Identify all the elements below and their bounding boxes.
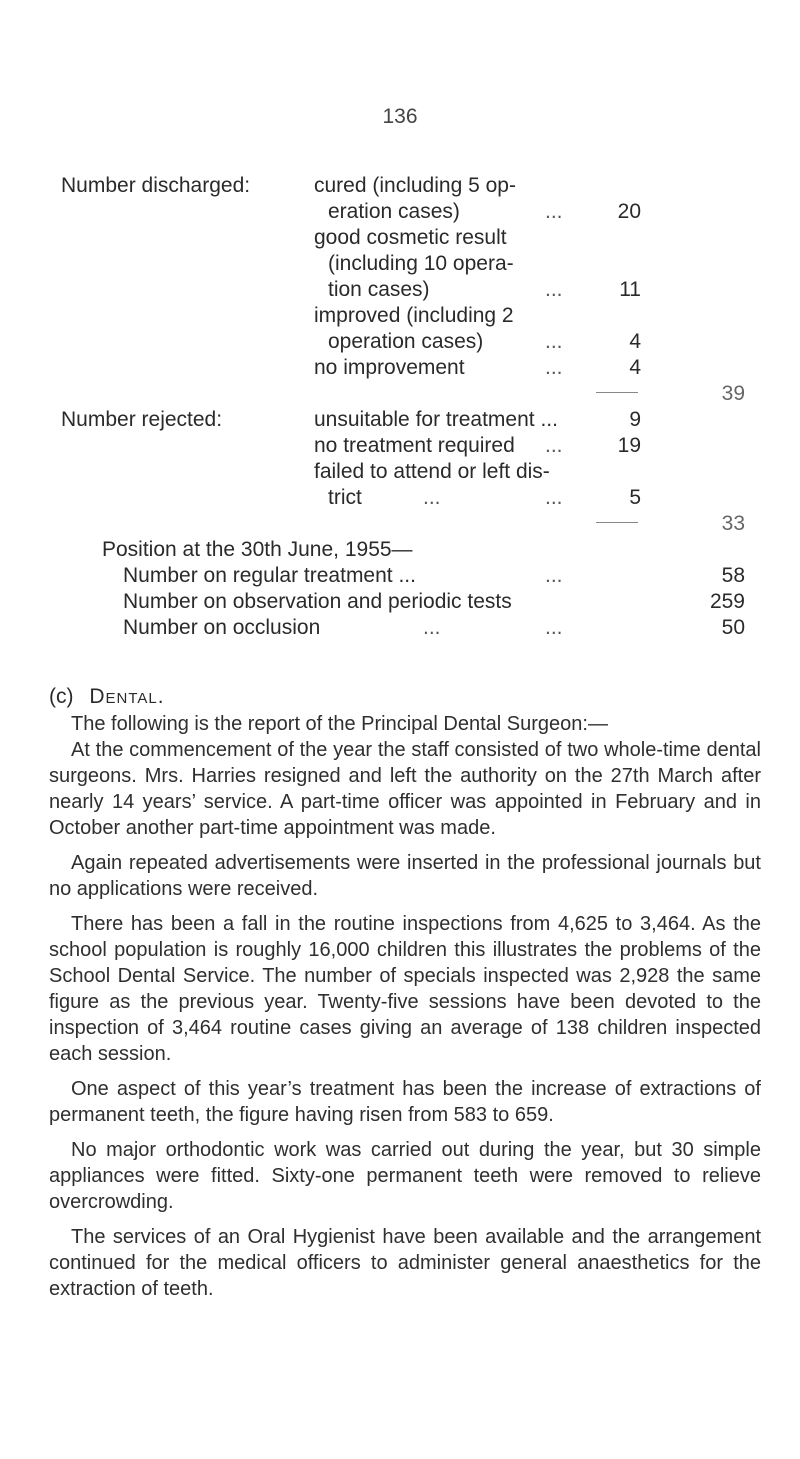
position-row-label: Number on occlusion [123,616,321,639]
rejected-label: Number rejected: [61,408,223,431]
leader-dots: ... [423,616,441,639]
discharged-value: 20 [617,200,641,223]
leader-dots: ... [545,486,563,509]
discharged-line: (including 10 opera- [328,252,514,275]
rejected-value: 9 [629,408,641,431]
rejected-line: unsuitable for treatment ... [314,408,558,431]
leader-dots: ... [423,486,441,509]
discharged-line: tion cases) [328,278,430,301]
position-heading: Position at the 30th June, 1955— [102,538,413,561]
paragraph: The services of an Oral Hygienist have been available and the arrangement continued for the medical officers to administer general anaesthetics for the extraction of teeth. [49,1226,761,1300]
discharged-line: no improvement [314,356,465,379]
page-number: 136 [382,105,418,128]
leader-dots: ... [545,330,563,353]
position-row-label: Number on regular treatment ... [123,564,416,587]
rejected-line: trict [328,486,362,509]
position-row-value: 50 [721,616,745,639]
discharged-value: 11 [619,278,641,301]
rejected-value: 5 [629,486,641,509]
position-row-value: 58 [721,564,745,587]
paragraph: The following is the report of the Principal Dental Surgeon:— [71,713,608,735]
leader-dots: ... [545,616,563,639]
discharged-total: 39 [721,382,745,405]
paragraph: Again repeated advertisements were inserted in the professional journals but no applications were received. [49,852,761,900]
section-letter: (c) [49,685,74,708]
discharged-value: 4 [629,356,641,379]
discharged-line: cured (including 5 op- [314,174,516,197]
leader-dots: ... [545,356,563,379]
leader-dots: ... [545,278,563,301]
leader-dots: ... [545,200,563,223]
discharged-value: 4 [629,330,641,353]
leader-dots: ... [545,434,563,457]
position-row-value: 259 [709,590,745,613]
discharged-label: Number discharged: [61,174,251,197]
paragraph: There has been a fall in the routine inspections from 4,625 to 3,464. As the school population is roughly 16,000 children this illustrates the problems of the School Dental Service. The number of specials inspected was 2,928 the same figure as the previous year. Twenty-five sessions have been devoted to the inspection of 3,464 routine cases giving an average of 138 children inspected each session. [49,913,761,1065]
paragraph: At the commencement of the year the staff consisted of two whole-time dental surgeons. Mrs. Harries resigned and left the authority on the 27th March after nearly 14 years’ service. A part-time officer was appointed in February and in October another part-time appointment was made. [49,739,761,839]
section-title: Dental. [89,685,165,708]
discharged-line: good cosmetic result [314,226,507,249]
rejected-line: no treatment required [314,434,515,457]
rejected-line: failed to attend or left dis- [314,460,550,483]
position-row-label: Number on observation and periodic tests [123,590,512,613]
leader-dots: ... [545,564,563,587]
paragraph: One aspect of this year’s treatment has been the increase of extractions of permanent teeth, the figure having risen from 583 to 659. [49,1078,761,1126]
report-body [49,711,761,1311]
section-heading [49,685,165,709]
paragraph: No major orthodontic work was carried out during the year, but 30 simple appliances were fitted. Sixty-one permanent teeth were removed to relieve overcrowding. [49,1139,761,1213]
discharged-line: improved (including 2 [314,304,514,327]
discharged-line: operation cases) [328,330,484,353]
rejected-total: 33 [721,512,745,535]
rejected-value: 19 [617,434,641,457]
discharged-line: eration cases) [328,200,460,223]
subtotal-rule [596,392,638,393]
subtotal-rule [596,522,638,523]
